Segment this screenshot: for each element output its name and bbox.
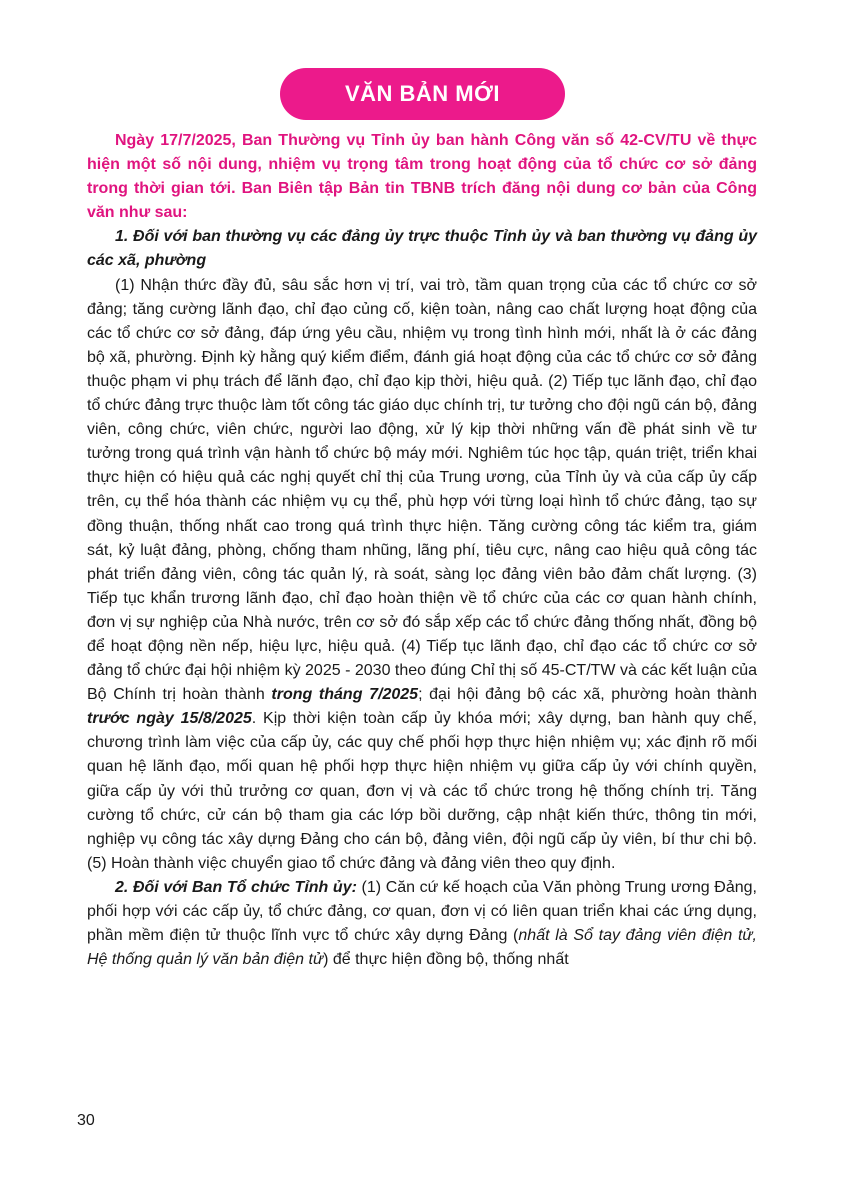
page-number: 30 <box>77 1112 95 1129</box>
banner-title: VĂN BẢN MỚI <box>344 81 501 106</box>
section-2-text-b: ) để thực hiện đồng bộ, thống nhất <box>323 951 569 969</box>
section-2-text-a: (1) Căn cứ kế hoạch của Văn phòng Trung ương Đảng, phối hợp với các cấp ủy, tổ chức đảng, cơ quan, đơn vị có liên quan triển khai các ứng dụng, phần mềm điện tử thuộc lĩnh vực tổ chức xây dựng Đảng ( <box>87 878 758 945</box>
section-1-heading: 1. Đối với ban thường vụ các đảng ủy trực thuộc Tỉnh ủy và ban thường vụ đảng ủy các xã, phường <box>87 228 757 270</box>
section-1-emphasis-2: trước ngày 15/8/2025 <box>87 710 252 728</box>
section-1-text-b: ; đại hội đảng bộ các xã, phường hoàn thành <box>418 686 758 704</box>
section-1-paragraph <box>87 274 757 876</box>
section-2-heading: 2. Đối với Ban Tổ chức Tỉnh ủy: <box>115 878 357 896</box>
section-2-paragraph <box>87 876 757 972</box>
section-banner <box>280 68 565 120</box>
intro-paragraph: Ngày 17/7/2025, Ban Thường vụ Tỉnh ủy ban hành Công văn số 42-CV/TU về thực hiện một số nội dung, nhiệm vụ trọng tâm trong hoạt động của tổ chức cơ sở đảng trong thời gian tới. Ban Biên tập Bản tin TBNB trích đăng nội dung cơ bản của Công văn như sau: <box>87 132 757 222</box>
section-1-text-a: (1) Nhận thức đầy đủ, sâu sắc hơn vị trí, vai trò, tầm quan trọng của các tổ chức cơ sở đảng; tăng cường lãnh đạo, chỉ đạo củng cố, kiện toàn, nâng cao chất lượng hoạt động của các tổ chức cơ sở đảng, đáp ứng yêu cầu, nhiệm vụ trong tình hình mới, nhất là ở các đảng bộ xã, phường. Định kỳ hằng quý kiểm điểm, đánh giá hoạt động của các tổ chức cơ sở đảng thuộc phạm vi phụ trách để lãnh đạo, chỉ đạo kịp thời, hiệu quả. (2) Tiếp tục lãnh đạo, chỉ đạo tổ chức đảng trực thuộc làm tốt công tác giáo dục chính trị, tư tưởng cho đội ngũ cán bộ, đảng viên, công chức, viên chức, người lao động, xử lý kịp thời những vấn đề phát sinh về tư tưởng trong quá trình vận hành tổ chức bộ máy mới. Nghiêm túc học tập, quán triệt, triển khai thực hiện có hiệu quả các nghị quyết chỉ thị của Trung ương, của Tỉnh ủy và của cấp ủy cấp trên, cụ thể hóa thành các nhiệm vụ cụ thể, phù hợp với từng loại hình tổ chức đảng, tạo sự đồng thuận, thống nhất cao trong quá trình thực hiện. Tăng cường công tác kiểm tra, giám sát, kỷ luật đảng, phòng, chống tham nhũng, lãng phí, tiêu cực, nâng cao hiệu quả công tác phát triển đảng viên, công tác quản lý, rà soát, sàng lọc đảng viên bảo đảm chất lượng. (3) Tiếp tục khẩn trương lãnh đạo, chỉ đạo hoàn thiện về tổ chức của các cơ quan hành chính, đơn vị sự nghiệp của Nhà nước, trên cơ sở đó sắp xếp các tổ chức đảng thống nhất, đồng bộ để hoạt động nền nếp, hiệu lực, hiệu quả. (4) Tiếp tục lãnh đạo, chỉ đạo các tổ chức cơ sở đảng tổ chức đại hội nhiệm kỳ 2025 - 2030 theo đúng Chỉ thị số 45-CT/TW và các kết luận của Bộ Chính trị hoàn thành <box>87 276 757 704</box>
section-1-emphasis-1: trong tháng 7/2025 <box>271 686 419 704</box>
section-2-italic: nhất là Sổ tay đảng viên điện tử, Hệ thống quản lý văn bản điện tử <box>87 927 757 969</box>
section-1-text-c: . Kịp thời kiện toàn cấp ủy khóa mới; xây dựng, ban hành quy chế, chương trình làm việc của cấp ủy, các quy chế phối hợp thực hiện nhiệm vụ; xác định rõ mối quan hệ lãnh đạo, mối quan hệ phối hợp thực hiện nhiệm vụ giữa cấp ủy với chính quyền, giữa cấp ủy với thủ trưởng cơ quan, đơn vị và các tổ chức trong hệ thống chính trị. Tăng cường tổ chức, cử cán bộ tham gia các lớp bồi dưỡng, cập nhật kiến thức, thông tin mới, nghiệp vụ công tác xây dựng Đảng cho cán bộ, đảng viên, đội ngũ cấp ủy viên, bí thư chi bộ. (5) Hoàn thành việc chuyển giao tổ chức đảng và đảng viên theo quy định. <box>87 710 757 872</box>
article-body <box>87 129 757 972</box>
